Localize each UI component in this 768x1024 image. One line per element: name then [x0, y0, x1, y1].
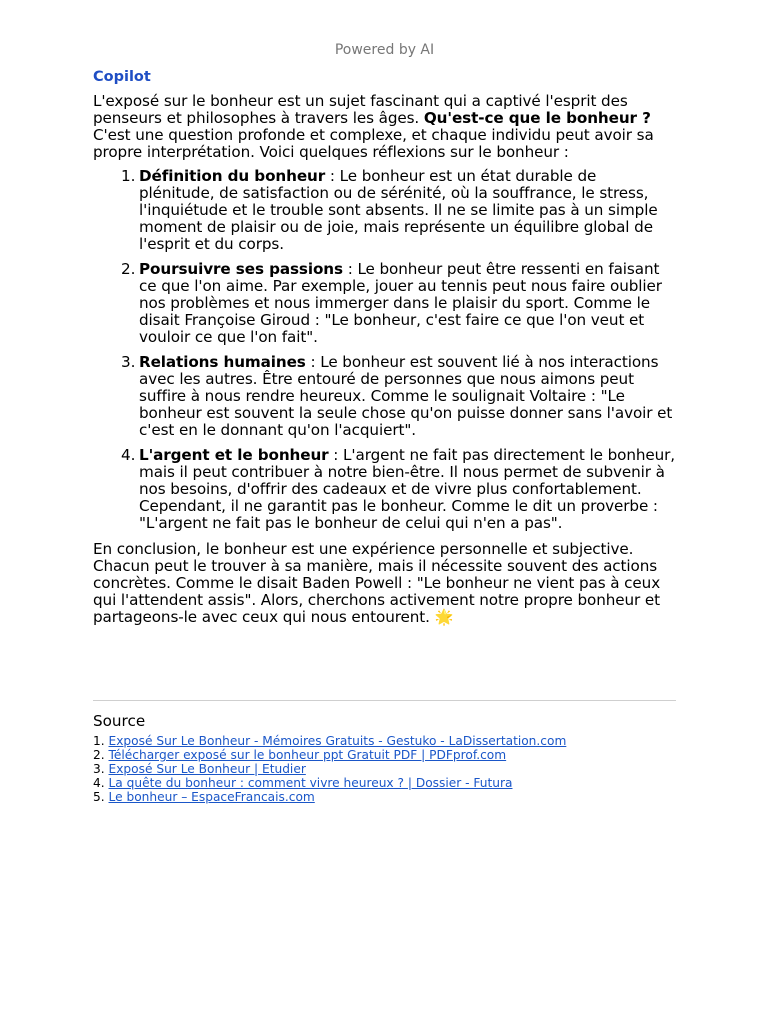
source-item [93, 734, 566, 748]
source-item [93, 790, 566, 804]
source-item [93, 776, 566, 790]
list-item-number: 3. [121, 353, 136, 371]
list-item [93, 447, 676, 532]
assistant-name: Copilot [93, 69, 151, 85]
source-link[interactable]: Exposé Sur Le Bonheur - Mémoires Gratuits - Gestuko - LaDissertation.com [108, 734, 567, 748]
source-link[interactable]: Exposé Sur Le Bonheur | Etudier [108, 762, 306, 776]
section-divider [93, 700, 676, 701]
source-link[interactable]: Télécharger exposé sur le bonheur ppt Gratuit PDF | PDFprof.com [108, 748, 507, 762]
source-number: 5. [93, 790, 105, 804]
source-number: 1. [93, 734, 105, 748]
list-item-text: : Le bonheur peut être ressenti en faisant ce que l'on aime. Par exemple, jouer au tennis peut nous faire oublier nos problèmes et nous immerger dans le plaisir du sport. Comme le disait Françoise Giroud : "Le bonheur, c'est faire ce que l'on veut et vouloir ce que l'on fait". [139, 260, 662, 346]
intro-text-1: L'exposé sur le bonheur est un sujet fascinant qui a captivé l'esprit des penseurs et philosophes à travers les âges. [93, 92, 628, 127]
source-link[interactable]: La quête du bonheur : comment vivre heureux ? | Dossier - Futura [108, 776, 513, 790]
list-item-text: : Le bonheur est un état durable de plénitude, de satisfaction ou de sérénité, où la souffrance, le stress, l'inquiétude et le trouble sont absents. Il ne se limite pas à un simple moment de plaisir ou de joie, mais représente un équilibre global de l'esprit et du corps. [139, 167, 658, 253]
list-item-title: Poursuivre ses passions [139, 260, 343, 278]
source-number: 2. [93, 748, 105, 762]
reflection-list [93, 168, 676, 532]
response-body [93, 93, 676, 626]
source-number: 4. [93, 776, 105, 790]
intro-paragraph [93, 93, 676, 161]
list-item-title: Définition du bonheur [139, 167, 326, 185]
source-heading: Source [93, 712, 146, 730]
powered-by-label: Powered by AI [334, 42, 435, 58]
list-item-number: 1. [121, 167, 136, 185]
intro-question: Qu'est-ce que le bonheur ? [423, 109, 651, 127]
source-link[interactable]: Le bonheur – EspaceFrancais.com [108, 790, 315, 804]
source-number: 3. [93, 762, 105, 776]
list-item-number: 2. [121, 260, 136, 278]
list-item-text: : L'argent ne fait pas directement le bonheur, mais il peut contribuer à notre bien-être. Il nous permet de subvenir à nos besoins, d'offrir des cadeaux et de vivre plus confortablement. Cependant, il ne garantit pas le bonheur. Comme le dit un proverbe : "L'argent ne fait pas le bonheur de celui qui n'en a pas". [139, 446, 676, 532]
list-item-text: : Le bonheur est souvent lié à nos interactions avec les autres. Être entouré de personnes que nous aimons peut suffire à nous rendre heureux. Comme le soulignait Voltaire : "Le bonheur est souvent la seule chose qu'on puisse donner sans l'avoir et c'est en le donnant qu'on l'acquiert". [139, 353, 673, 439]
intro-text-2: C'est une question profonde et complexe, et chaque individu peut avoir sa propre interprétation. Voici quelques réflexions sur le bonheur : [93, 126, 654, 161]
list-item [93, 354, 676, 439]
conclusion-paragraph: En conclusion, le bonheur est une expérience personnelle et subjective. Chacun peut le trouver à sa manière, mais il nécessite souvent des actions concrètes. Comme le disait Baden Powell : "Le bonheur ne vient pas à ceux qui l'attendent assis". Alors, cherchons activement notre propre bonheur et partageons-le avec ceux qui nous entourent. 🌟 [93, 540, 661, 626]
list-item [93, 168, 676, 253]
source-item [93, 762, 566, 776]
source-item [93, 748, 566, 762]
list-item-title: Relations humaines [139, 353, 306, 371]
source-list [93, 734, 566, 804]
list-item-number: 4. [121, 446, 136, 464]
list-item [93, 261, 676, 346]
list-item-title: L'argent et le bonheur [139, 446, 329, 464]
